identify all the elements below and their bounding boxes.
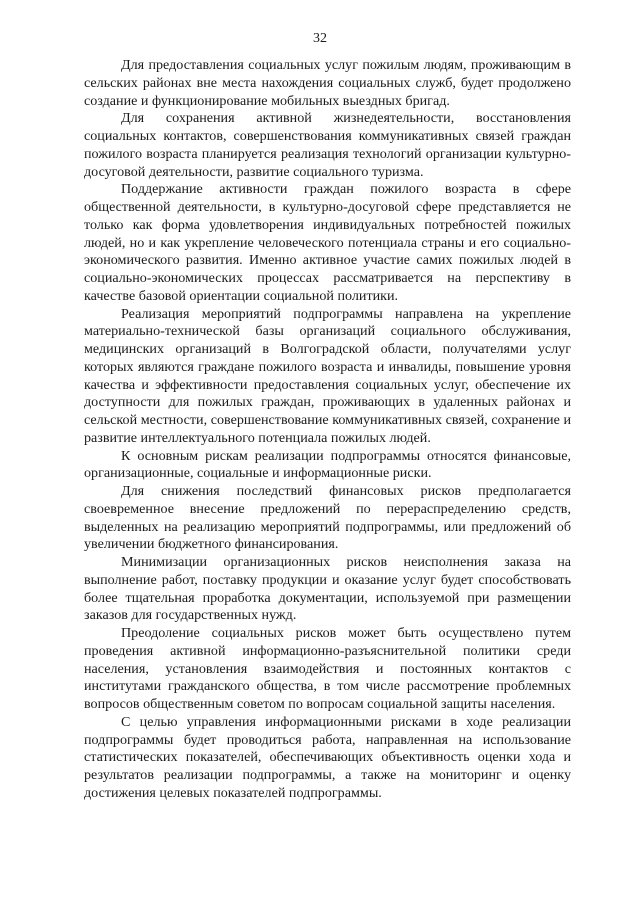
paragraph-activity-support: Поддержание активности граждан пожилого возраста в сфере общественной деятельности, в культурно-досуговой сфере представляется не только как форма удовлетворения индивидуальных потребностей пожилых людей, но и как укрепление человеческого потенциала страны и его социально-экономического развития. Именно активное участие самих пожилых людей в социально-экономических процессах рассматривается на перспективу в качестве базовой ориентации социальной политики.	[84, 181, 571, 304]
paragraph-social-risks: Преодоление социальных рисков может быть осуществлено путем проведения активной информационно-разъяснительной политики среди населения, установления взаимодействия и постоянных контактов с институтами гражданского общества, в том числе рассмотрение проблемных вопросов общественным советом по вопросам социальной защиты населения.	[84, 625, 571, 712]
paragraph-cultural-leisure: Для сохранения активной жизнедеятельности, восстановления социальных контактов, совершенствования коммуникативных связей граждан пожилого возраста планируется реализация технологий организации культурно-досуговой деятельности, развитие социального туризма.	[84, 110, 571, 180]
paragraph-information-risks: С целью управления информационными рисками в ходе реализации подпрограммы будет проводиться работа, направленная на использование статистических показателей, обеспечивающих объективность оценки хода и результатов реализации подпрограммы, а также на мониторинг и оценку достижения целевых показателей подпрограммы.	[84, 713, 571, 801]
paragraph-mobile-brigades: Для предоставления социальных услуг пожилым людям, проживающим в сельских районах вне места нахождения социальных служб, будет продолжено создание и функционирование мобильных выездных бригад.	[84, 57, 571, 109]
paragraph-implementation: Реализация мероприятий подпрограммы направлена на укрепление материально-технической базы организаций социального обслуживания, медицинских организаций в Волгоградской области, получателями услуг которых являются граждане пожилого возраста и инвалиды, повышение уровня качества и эффективности предоставления социальных услуг, обеспечение их доступности для пожилых граждан, проживающих в удаленных районах и сельской местности, совершенствование коммуникативных связей, сохранение и развитие интеллектуального потенциала пожилых людей.	[84, 305, 571, 446]
paragraph-financial-risks: Для снижения последствий финансовых рисков предполагается своевременное внесение предложений по перераспределению средств, выделенных на реализацию мероприятий подпрограммы, или предложений об увеличении бюджетного финансирования.	[84, 483, 571, 553]
page-number: 32	[313, 31, 327, 46]
document-body	[84, 57, 571, 803]
paragraph-main-risks: К основным рискам реализации подпрограммы относятся финансовые, организационные, социальные и информационные риски.	[84, 447, 571, 482]
paragraph-organizational-risks: Минимизации организационных рисков неисполнения заказа на выполнение работ, поставку продукции и оказание услуг будет способствовать более тщательная проработка документации, используемой при размещении заказов для государственных нужд.	[84, 554, 571, 624]
